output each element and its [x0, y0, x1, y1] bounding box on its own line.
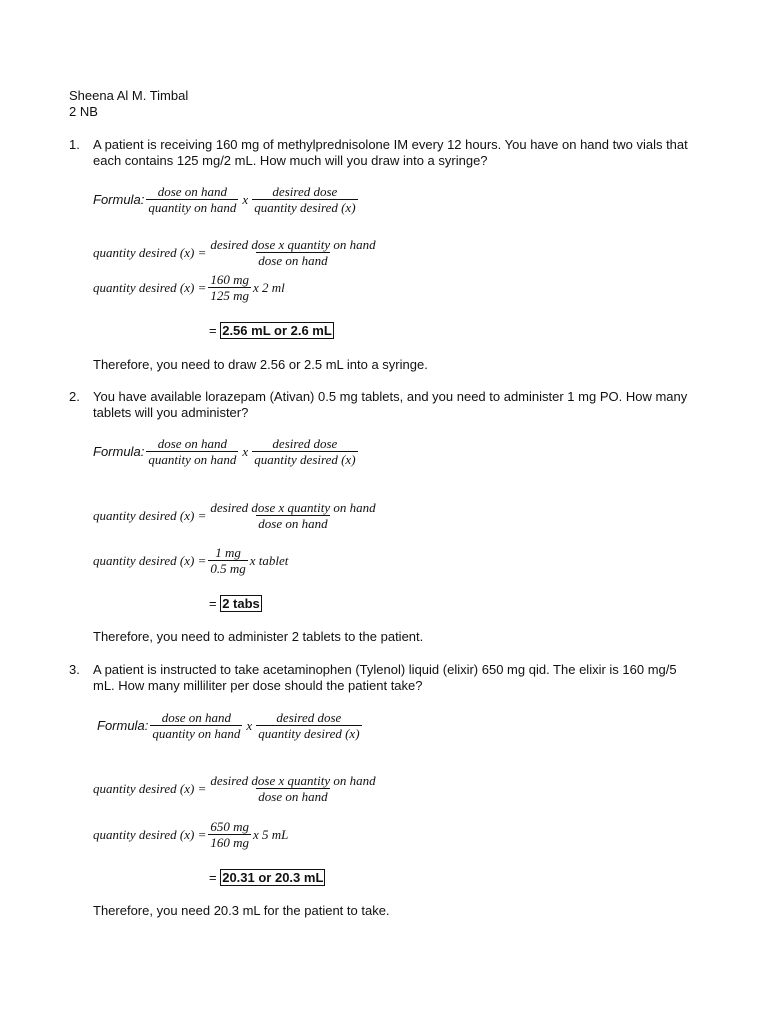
question-3-formula: Formula: $\frac{\text{dose on hand}}{\text{quantity on hand}}$ x $\frac{\text{desired dose}}{\text{quantity desired (x)}}$ — [97, 710, 360, 741]
substitution-fraction: $\frac{650 mg}{160 mg}$ — [210, 819, 249, 850]
question-3-substitution: quantity desired (x) = $\frac{650 mg}{160 mg}$ x 5 mL — [93, 819, 289, 850]
student-section: 2 NB — [69, 104, 98, 119]
question-1-formula: Formula: $\frac{\text{dose on hand}}{\text{quantity on hand}}$ x $\frac{\text{desired dose}}{\text{quantity desired (x)}}$ — [93, 184, 356, 215]
formula-fraction-left: $\frac{\text{dose on hand}}{\text{quantity on hand}}$ — [148, 184, 237, 215]
formula-label: Formula: — [93, 444, 145, 459]
student-name: Sheena Al M. Timbal — [69, 88, 189, 103]
formula-label: Formula: — [97, 718, 149, 733]
formula-fraction-left: $\frac{\text{dose on hand}}{\text{quantity on hand}}$ — [152, 710, 241, 741]
question-1-substitution: quantity desired (x) = $\frac{160 mg}{125 mg}$ x 2 ml — [93, 272, 285, 303]
substitution-fraction: $\frac{1 mg}{0.5 mg}$ — [210, 545, 246, 576]
question-3-conclusion: Therefore, you need 20.3 mL for the patient to take. — [93, 903, 390, 918]
question-2-text: You have available lorazepam (Ativan) 0.5 mg tablets, and you need to administer 1 mg PO. How many tablets will you administer? — [93, 389, 688, 420]
question-1-conclusion: Therefore, you need to draw 2.56 or 2.5 mL into a syringe. — [93, 357, 428, 372]
formula-fraction-right: $\frac{\text{desired dose}}{\text{quantity desired (x)}}$ — [254, 184, 356, 215]
formula-fraction-left: $\frac{\text{dose on hand}}{\text{quantity on hand}}$ — [148, 436, 237, 467]
rearranged-fraction: $\frac{\text{desired dose x quantity on hand}}{\text{dose on hand}}$ — [210, 773, 376, 804]
question-2-substitution: quantity desired (x) = $\frac{1 mg}{0.5 mg}$ x tablet — [93, 545, 289, 576]
question-2-conclusion: Therefore, you need to administer 2 tablets to the patient. — [93, 629, 424, 644]
rearranged-fraction: $\frac{\text{desired dose x quantity on hand}}{\text{dose on hand}}$ — [210, 500, 376, 531]
question-2-answer: = 2 tabs — [209, 596, 260, 611]
question-1-rearranged: quantity desired (x) = $\frac{\text{desired dose x quantity on hand}}{\text{dose on hand}}$ — [93, 237, 376, 268]
question-3-rearranged: quantity desired (x) = $\frac{\text{desired dose x quantity on hand}}{\text{dose on hand}}$ — [93, 773, 376, 804]
question-1-answer: = 2.56 mL or 2.6 mL — [209, 323, 332, 338]
substitution-fraction: $\frac{160 mg}{125 mg}$ — [210, 272, 249, 303]
rearranged-fraction: $\frac{\text{desired dose x quantity on hand}}{\text{dose on hand}}$ — [210, 237, 376, 268]
formula-fraction-right: $\frac{\text{desired dose}}{\text{quantity desired (x)}}$ — [254, 436, 356, 467]
question-1-number: 1. — [69, 137, 80, 152]
question-3-number: 3. — [69, 662, 80, 677]
question-3-text: A patient is instructed to take acetaminophen (Tylenol) liquid (elixir) 650 mg qid. The elixir is 160 mg/5 mL. How many milliliter per dose should the patient take? — [93, 662, 677, 693]
question-3-answer: = 20.31 or 20.3 mL — [209, 870, 324, 885]
question-2-rearranged: quantity desired (x) = $\frac{\text{desired dose x quantity on hand}}{\text{dose on hand}}$ — [93, 500, 376, 531]
formula-fraction-right: $\frac{\text{desired dose}}{\text{quantity desired (x)}}$ — [258, 710, 360, 741]
answer-box: 2 tabs — [222, 596, 260, 611]
question-2-formula: Formula: $\frac{\text{dose on hand}}{\text{quantity on hand}}$ x $\frac{\text{desired dose}}{\text{quantity desired (x)}}$ — [93, 436, 356, 467]
formula-label: Formula: — [93, 192, 145, 207]
question-1-text: A patient is receiving 160 mg of methylprednisolone IM every 12 hours. You have on hand two vials that each contains 125 mg/2 mL. How much will you draw into a syringe? — [93, 137, 688, 168]
question-2-number: 2. — [69, 389, 80, 404]
answer-box: 2.56 mL or 2.6 mL — [222, 323, 332, 338]
answer-box: 20.31 or 20.3 mL — [222, 870, 324, 885]
